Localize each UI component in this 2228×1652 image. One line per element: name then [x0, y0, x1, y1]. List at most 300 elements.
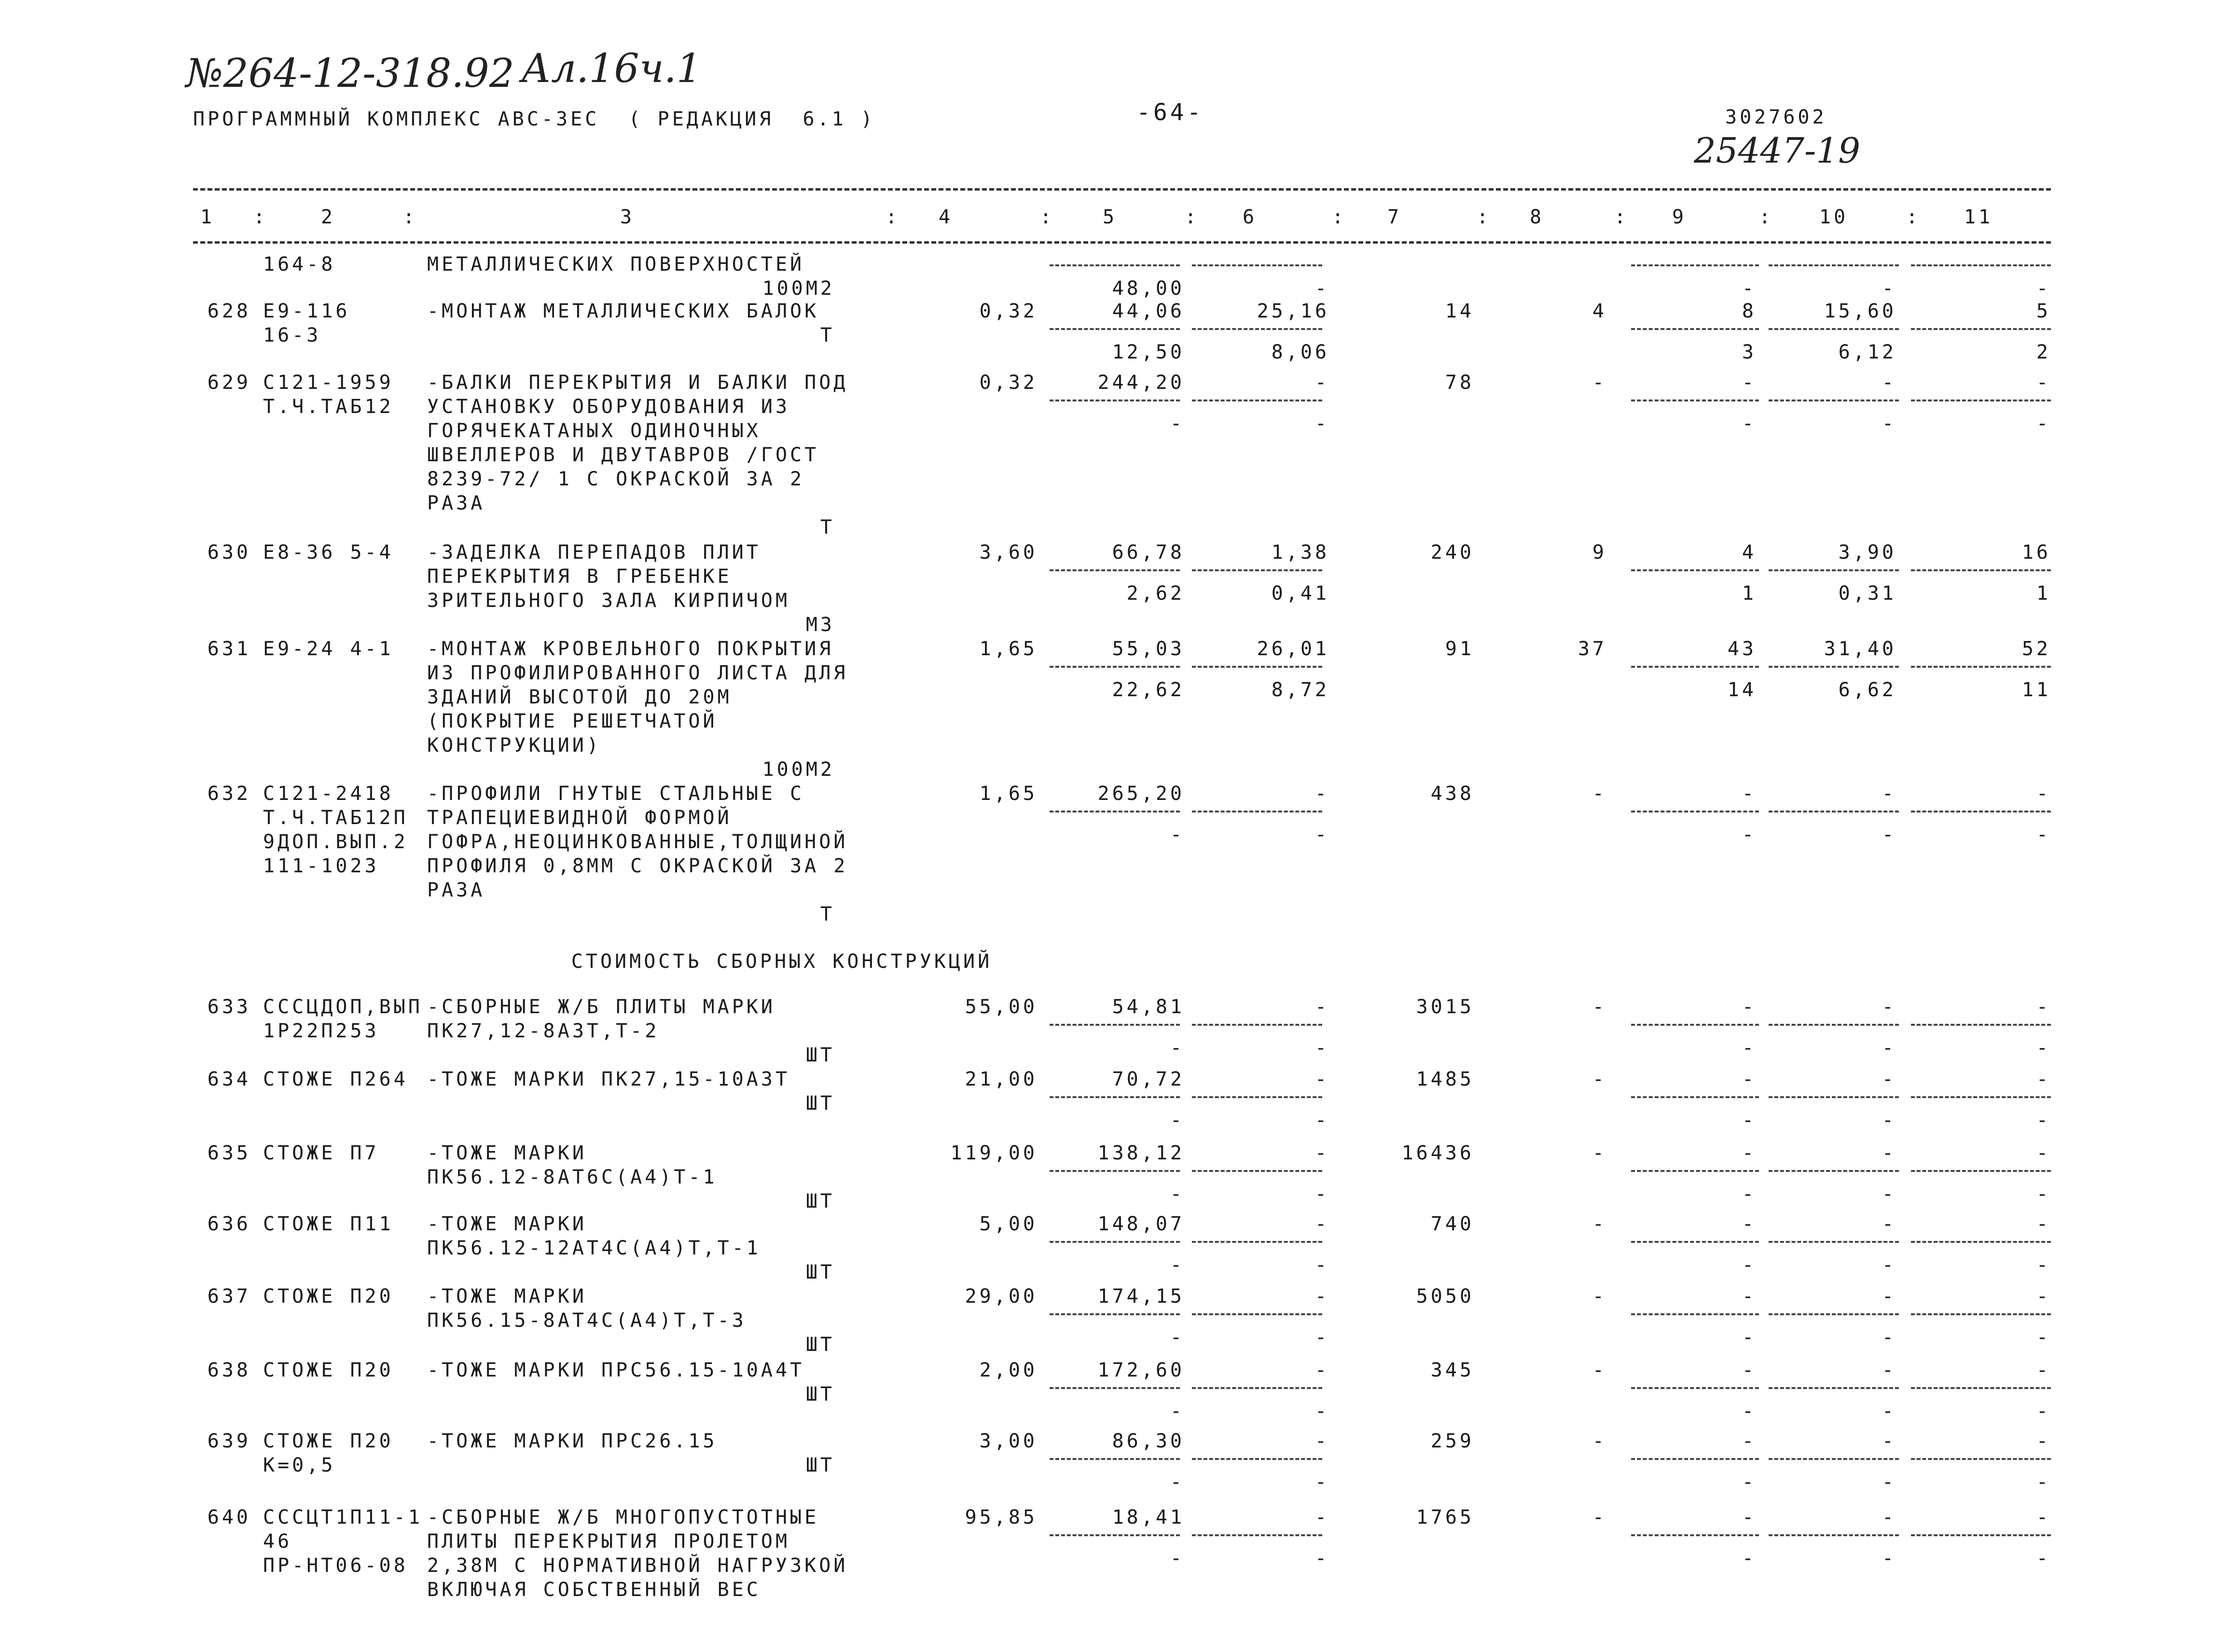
- row-col8: -: [1592, 1359, 1607, 1381]
- row-col11: -: [2036, 996, 2051, 1018]
- row-col5: 18,41: [1112, 1506, 1185, 1528]
- row-col9-sub: -: [1742, 1400, 1757, 1422]
- column-separator: :: [1477, 206, 1492, 228]
- column-header-2: 2: [320, 206, 336, 228]
- row-col9-sub: -: [1742, 1254, 1757, 1276]
- row-col9-sub: -: [1742, 1471, 1757, 1493]
- row-col11-sub: 2: [2036, 341, 2051, 363]
- row-dash-col11: [1911, 569, 2051, 571]
- row-col6: 26,01: [1257, 638, 1329, 660]
- row-col10-sub: -: [1882, 1037, 1896, 1059]
- row-col5-sub: -: [1170, 1471, 1185, 1493]
- row-dash-col5: [1050, 399, 1180, 401]
- row-col6: -: [1315, 1142, 1329, 1164]
- row-col10: -: [1882, 1213, 1896, 1235]
- row-dash-col6: [1192, 1170, 1322, 1172]
- row-col5: 148,07: [1097, 1213, 1185, 1235]
- row-col10: -: [1882, 1142, 1896, 1164]
- row-description: -ТОЖЕ МАРКИ ПРС56.15-10А4Т: [427, 1359, 805, 1381]
- row-col6: -: [1315, 1285, 1329, 1308]
- row-col6-sub: 8,72: [1271, 679, 1329, 701]
- row-dash-col5: [1050, 1096, 1180, 1098]
- row-col6: -: [1315, 1068, 1329, 1090]
- row-col9-sub: -: [1742, 1183, 1757, 1205]
- row-description: ПЛИТЫ ПЕРЕКРЫТИЯ ПРОЛЕТОМ: [427, 1530, 790, 1553]
- row-col11: 16: [2021, 541, 2051, 564]
- row-col11-sub: -: [2036, 277, 2051, 300]
- row-col11-sub: 11: [2021, 679, 2051, 701]
- row-col6-sub: -: [1315, 1037, 1329, 1059]
- row-col9: 8: [1742, 300, 1757, 322]
- row-col5-sub: 12,50: [1112, 341, 1185, 363]
- row-col7: 345: [1430, 1359, 1474, 1381]
- row-code: 111-1023: [263, 855, 379, 877]
- row-quantity: 0,32: [979, 300, 1038, 322]
- row-col11-sub: -: [2036, 1326, 2051, 1349]
- row-col6-sub: -: [1315, 1109, 1329, 1131]
- row-col5: 54,81: [1112, 996, 1185, 1018]
- row-col10-sub: -: [1882, 1547, 1896, 1569]
- row-dash-col10: [1769, 1313, 1899, 1315]
- row-col10: -: [1882, 1068, 1896, 1090]
- row-code: Е8-36 5-4: [263, 541, 394, 564]
- row-description: РАЗА: [427, 492, 485, 514]
- row-code: СТОЖЕ П11: [263, 1213, 394, 1235]
- row-dash-col5: [1050, 328, 1180, 330]
- row-col6-sub: -: [1315, 1400, 1329, 1422]
- row-dash-col9: [1631, 666, 1759, 668]
- row-dash-col9: [1631, 1387, 1759, 1389]
- row-col9: -: [1742, 1213, 1757, 1235]
- row-dash-col9: [1631, 328, 1759, 330]
- row-number: 636: [207, 1213, 251, 1235]
- column-separator: :: [403, 206, 418, 228]
- row-col6-sub: -: [1315, 277, 1329, 300]
- row-col8: -: [1592, 1285, 1607, 1308]
- top-rule: [193, 188, 2051, 191]
- row-description: -СБОРНЫЕ Ж/Б ПЛИТЫ МАРКИ: [427, 996, 775, 1018]
- section-title: СТОИМОСТЬ СБОРНЫХ КОНСТРУКЦИЙ: [571, 950, 993, 973]
- row-description: -СБОРНЫЕ Ж/Б МНОГОПУСТОТНЫЕ: [427, 1506, 819, 1528]
- row-code: СТОЖЕ П20: [263, 1430, 394, 1452]
- row-col5: 174,15: [1097, 1285, 1185, 1308]
- row-col6-sub: -: [1315, 1547, 1329, 1569]
- row-quantity: 5,00: [979, 1213, 1038, 1235]
- row-dash-col11: [1911, 1241, 2051, 1243]
- row-description: УСТАНОВКУ ОБОРУДОВАНИЯ ИЗ: [427, 396, 790, 418]
- row-number: 631: [207, 638, 251, 660]
- row-dash-col6: [1192, 1534, 1322, 1536]
- row-col11: -: [2036, 1142, 2051, 1164]
- column-header-4: 4: [938, 206, 954, 228]
- row-unit: ШТ: [805, 1383, 835, 1405]
- row-dash-col6: [1192, 399, 1322, 401]
- row-col5: 70,72: [1112, 1068, 1185, 1090]
- row-col10: -: [1882, 1359, 1896, 1381]
- row-dash-col11: [1911, 1024, 2051, 1026]
- row-col11-sub: -: [2036, 1037, 2051, 1059]
- row-description: -ПРОФИЛИ ГНУТЫЕ СТАЛЬНЫЕ С: [427, 783, 805, 805]
- row-dash-col11: [1911, 1313, 2051, 1315]
- row-dash-col10: [1769, 264, 1899, 266]
- row-col9: -: [1742, 372, 1757, 394]
- row-description: КОНСТРУКЦИИ): [427, 734, 601, 757]
- row-col8: 4: [1592, 300, 1607, 322]
- row-unit: Т: [820, 903, 835, 925]
- column-header-8: 8: [1529, 206, 1545, 228]
- row-col6-sub: -: [1315, 1254, 1329, 1276]
- row-dash-col10: [1769, 1024, 1899, 1026]
- row-quantity: 55,00: [965, 996, 1038, 1018]
- row-col6: 25,16: [1257, 300, 1329, 322]
- row-col6-sub: -: [1315, 1183, 1329, 1205]
- row-quantity: 2,00: [979, 1359, 1038, 1381]
- handwritten-doc-number: №264-12-318.92: [186, 51, 514, 96]
- row-col11-sub: -: [2036, 1109, 2051, 1131]
- row-col10-sub: -: [1882, 824, 1896, 846]
- row-col9-sub: -: [1742, 277, 1757, 300]
- row-col11-sub: -: [2036, 413, 2051, 435]
- row-col11: -: [2036, 783, 2051, 805]
- page-number: -64-: [1136, 99, 1204, 126]
- row-unit: Т: [820, 516, 835, 538]
- row-code: Е9-24 4-1: [263, 638, 394, 660]
- row-dash-col5: [1050, 1241, 1180, 1243]
- row-col6-sub: 8,06: [1271, 341, 1329, 363]
- row-code: СССЦТ1П11-1: [263, 1506, 423, 1528]
- row-unit: ШТ: [805, 1092, 835, 1115]
- row-code: 46: [263, 1530, 292, 1553]
- row-col11-sub: -: [2036, 1471, 2051, 1493]
- column-separator: :: [1759, 206, 1774, 228]
- row-dash-col10: [1769, 666, 1899, 668]
- row-col7: 14: [1445, 300, 1474, 322]
- column-separator: :: [1332, 206, 1347, 228]
- row-unit: ШТ: [805, 1454, 835, 1476]
- row-description: ПК27,12-8А3Т,Т-2: [427, 1020, 660, 1042]
- row-col6: -: [1315, 996, 1329, 1018]
- column-header-5: 5: [1102, 206, 1118, 228]
- row-dash-col11: [1911, 264, 2051, 266]
- row-dash-col11: [1911, 399, 2051, 401]
- row-description: 2,38М С НОРМАТИВНОЙ НАГРУЗКОЙ: [427, 1555, 848, 1577]
- row-col5: 66,78: [1112, 541, 1185, 564]
- row-col8: -: [1592, 996, 1607, 1018]
- handwritten-album: Ал.16ч.1: [521, 46, 702, 92]
- document-id: 3027602: [1725, 106, 1827, 128]
- row-col8: -: [1592, 1068, 1607, 1090]
- row-col11: -: [2036, 1068, 2051, 1090]
- row-number: 640: [207, 1506, 251, 1528]
- row-col11: 5: [2036, 300, 2051, 322]
- row-dash-col6: [1192, 1313, 1322, 1315]
- row-dash-col5: [1050, 569, 1180, 571]
- row-code: СТОЖЕ П20: [263, 1285, 394, 1308]
- row-col5-sub: -: [1170, 1326, 1185, 1349]
- row-dash-col11: [1911, 1170, 2051, 1172]
- row-dash-col5: [1050, 1387, 1180, 1389]
- row-description: -ТОЖЕ МАРКИ: [427, 1285, 587, 1308]
- row-code: 16-3: [263, 324, 321, 346]
- row-col10: -: [1882, 1506, 1896, 1528]
- row-col6: -: [1315, 783, 1329, 805]
- row-dash-col9: [1631, 1024, 1759, 1026]
- row-dash-col11: [1911, 1458, 2051, 1460]
- row-col6: 1,38: [1271, 541, 1329, 564]
- row-col11-sub: -: [2036, 824, 2051, 846]
- row-col10-sub: -: [1882, 1471, 1896, 1493]
- row-number: 633: [207, 996, 251, 1018]
- row-col10: -: [1882, 372, 1896, 394]
- row-description: ГОРЯЧЕКАТАНЫХ ОДИНОЧНЫХ: [427, 420, 761, 442]
- row-col9: -: [1742, 1506, 1757, 1528]
- column-separator: :: [1185, 206, 1200, 228]
- row-number: 639: [207, 1430, 251, 1452]
- row-description: МЕТАЛЛИЧЕСКИХ ПОВЕРХНОСТЕЙ: [427, 253, 805, 275]
- row-dash-col10: [1769, 1241, 1899, 1243]
- row-col10: 3,90: [1838, 541, 1896, 564]
- row-unit: М3: [805, 614, 835, 636]
- row-col11: -: [2036, 1430, 2051, 1452]
- row-quantity: 95,85: [965, 1506, 1038, 1528]
- row-dash-col5: [1050, 264, 1180, 266]
- row-unit: 100М2: [762, 277, 835, 300]
- row-description: ПК56.12-8АТ6С(А4)Т-1: [427, 1166, 718, 1188]
- row-dash-col9: [1631, 1241, 1759, 1243]
- row-col5-sub: 48,00: [1112, 277, 1185, 300]
- row-description: ЗДАНИЙ ВЫСОТОЙ ДО 20М: [427, 686, 732, 708]
- row-col10-sub: -: [1882, 1326, 1896, 1349]
- row-col6: -: [1315, 1359, 1329, 1381]
- row-dash-col10: [1769, 1096, 1899, 1098]
- row-dash-col9: [1631, 399, 1759, 401]
- row-code: СТОЖЕ П20: [263, 1359, 394, 1381]
- row-col10: 15,60: [1824, 300, 1896, 322]
- row-col5-sub: 22,62: [1112, 679, 1185, 701]
- row-col6: -: [1315, 1213, 1329, 1235]
- row-code: СССЦДОП,ВЫП: [263, 996, 423, 1018]
- row-description: -БАЛКИ ПЕРЕКРЫТИЯ И БАЛКИ ПОД: [427, 372, 848, 394]
- row-col5: 244,20: [1097, 372, 1185, 394]
- row-col9: -: [1742, 1359, 1757, 1381]
- row-col6: -: [1315, 1430, 1329, 1452]
- column-header-1: 1: [200, 206, 215, 228]
- row-dash-col11: [1911, 666, 2051, 668]
- row-col10: 31,40: [1824, 638, 1896, 660]
- row-col5: 138,12: [1097, 1142, 1185, 1164]
- row-code: СТОЖЕ П264: [263, 1068, 408, 1090]
- row-dash-col5: [1050, 1534, 1180, 1536]
- row-dash-col10: [1769, 399, 1899, 401]
- row-dash-col5: [1050, 666, 1180, 668]
- row-description: -ЗАДЕЛКА ПЕРЕПАДОВ ПЛИТ: [427, 541, 761, 564]
- row-dash-col11: [1911, 1096, 2051, 1098]
- row-dash-col6: [1192, 1024, 1322, 1026]
- row-col10-sub: 0,31: [1838, 582, 1896, 605]
- row-dash-col9: [1631, 1313, 1759, 1315]
- row-col8: -: [1592, 1506, 1607, 1528]
- row-description: 8239-72/ 1 С ОКРАСКОЙ ЗА 2: [427, 468, 805, 490]
- row-col5-sub: -: [1170, 1183, 1185, 1205]
- row-col11-sub: -: [2036, 1547, 2051, 1569]
- row-col9: -: [1742, 1285, 1757, 1308]
- column-header-10: 10: [1819, 206, 1849, 228]
- row-dash-col9: [1631, 811, 1759, 812]
- row-description: ПЕРЕКРЫТИЯ В ГРЕБЕНКЕ: [427, 565, 732, 588]
- row-dash-col10: [1769, 1458, 1899, 1460]
- row-col10-sub: -: [1882, 1183, 1896, 1205]
- row-col10-sub: -: [1882, 1109, 1896, 1131]
- row-col5: 265,20: [1097, 783, 1185, 805]
- row-col11: -: [2036, 1213, 2051, 1235]
- row-code: Т.Ч.ТАБ12: [263, 396, 394, 418]
- row-code: Е9-116: [263, 300, 350, 322]
- row-col11: -: [2036, 372, 2051, 394]
- row-dash-col6: [1192, 666, 1322, 668]
- row-col8: -: [1592, 372, 1607, 394]
- row-code: СТОЖЕ П7: [263, 1142, 379, 1164]
- column-separator: :: [253, 206, 268, 228]
- row-code: 1Р22П253: [263, 1020, 379, 1042]
- row-number: 634: [207, 1068, 251, 1090]
- row-dash-col9: [1631, 1170, 1759, 1172]
- row-unit: ШТ: [805, 1190, 835, 1212]
- row-col6-sub: 0,41: [1271, 582, 1329, 605]
- row-col11-sub: 1: [2036, 582, 2051, 605]
- row-dash-col6: [1192, 328, 1322, 330]
- row-description: (ПОКРЫТИЕ РЕШЕТЧАТОЙ: [427, 710, 718, 732]
- row-description: ПК56.12-12АТ4С(А4)Т,Т-1: [427, 1237, 761, 1259]
- row-col7: 91: [1445, 638, 1474, 660]
- row-quantity: 119,00: [950, 1142, 1038, 1164]
- row-col7: 16436: [1401, 1142, 1474, 1164]
- row-col11-sub: -: [2036, 1254, 2051, 1276]
- row-dash-col10: [1769, 1534, 1899, 1536]
- row-col6: -: [1315, 372, 1329, 394]
- row-description: ВКЛЮЧАЯ СОБСТВЕННЫЙ ВЕС: [427, 1579, 761, 1601]
- row-code: 9ДОП.ВЫП.2: [263, 831, 408, 853]
- row-col9-sub: 14: [1727, 679, 1757, 701]
- row-dash-col11: [1911, 811, 2051, 812]
- row-quantity: 1,65: [979, 783, 1038, 805]
- row-dash-col5: [1050, 811, 1180, 812]
- row-number: 638: [207, 1359, 251, 1381]
- row-dash-col6: [1192, 1096, 1322, 1098]
- row-col9: -: [1742, 1430, 1757, 1452]
- row-description: РАЗА: [427, 879, 485, 901]
- row-description: ЗРИТЕЛЬНОГО ЗАЛА КИРПИЧОМ: [427, 590, 790, 612]
- row-number: 628: [207, 300, 251, 322]
- row-col10-sub: -: [1882, 1254, 1896, 1276]
- row-col5: 86,30: [1112, 1430, 1185, 1452]
- row-col5: 55,03: [1112, 638, 1185, 660]
- row-dash-col6: [1192, 264, 1322, 266]
- row-col9: -: [1742, 996, 1757, 1018]
- column-header-3: 3: [620, 206, 635, 228]
- row-dash-col6: [1192, 1241, 1322, 1243]
- row-dash-col6: [1192, 1458, 1322, 1460]
- row-dash-col6: [1192, 811, 1322, 812]
- row-dash-col9: [1631, 1458, 1759, 1460]
- row-col10-sub: 6,62: [1838, 679, 1896, 701]
- row-dash-col10: [1769, 569, 1899, 571]
- row-col8: 9: [1592, 541, 1607, 564]
- row-quantity: 0,32: [979, 372, 1038, 394]
- row-col5-sub: -: [1170, 1547, 1185, 1569]
- row-dash-col5: [1050, 1458, 1180, 1460]
- row-quantity: 3,00: [979, 1430, 1038, 1452]
- header-bottom-rule: [193, 241, 2051, 244]
- row-unit: ШТ: [805, 1044, 835, 1066]
- row-col10-sub: -: [1882, 1400, 1896, 1422]
- row-dash-col5: [1050, 1024, 1180, 1026]
- row-col10: -: [1882, 996, 1896, 1018]
- row-dash-col11: [1911, 328, 2051, 330]
- row-col5-sub: -: [1170, 1400, 1185, 1422]
- row-dash-col11: [1911, 1534, 2051, 1536]
- row-col7: 1485: [1416, 1068, 1474, 1090]
- column-separator: :: [1614, 206, 1629, 228]
- row-col6-sub: -: [1315, 1326, 1329, 1349]
- row-col7: 240: [1430, 541, 1474, 564]
- row-description: -МОНТАЖ МЕТАЛЛИЧЕСКИХ БАЛОК: [427, 300, 819, 322]
- row-description: ПК56.15-8АТ4С(А4)Т,Т-3: [427, 1309, 747, 1332]
- row-description: ШВЕЛЛЕРОВ И ДВУТАВРОВ /ГОСТ: [427, 444, 819, 466]
- row-description: ПРОФИЛЯ 0,8ММ С ОКРАСКОЙ ЗА 2: [427, 855, 848, 877]
- row-col9: -: [1742, 1142, 1757, 1164]
- row-quantity: 1,65: [979, 638, 1038, 660]
- row-description: -ТОЖЕ МАРКИ: [427, 1213, 587, 1235]
- row-dash-col10: [1769, 811, 1899, 812]
- row-dash-col10: [1769, 1170, 1899, 1172]
- row-dash-col6: [1192, 569, 1322, 571]
- row-col5: 44,06: [1112, 300, 1185, 322]
- row-col9: 43: [1727, 638, 1757, 660]
- row-col8: 37: [1578, 638, 1607, 660]
- row-col11-sub: -: [2036, 1183, 2051, 1205]
- row-description: ИЗ ПРОФИЛИРОВАННОГО ЛИСТА ДЛЯ: [427, 662, 848, 684]
- row-dash-col6: [1192, 1387, 1322, 1389]
- row-dash-col10: [1769, 1387, 1899, 1389]
- row-col7: 5050: [1416, 1285, 1474, 1308]
- row-col10: -: [1882, 783, 1896, 805]
- row-unit: Т: [820, 324, 835, 346]
- row-description: -ТОЖЕ МАРКИ ПК27,15-10А3Т: [427, 1068, 790, 1090]
- row-code: К=0,5: [263, 1454, 336, 1476]
- row-code: С121-2418: [263, 783, 394, 805]
- row-description: -МОНТАЖ КРОВЕЛЬНОГО ПОКРЫТИЯ: [427, 638, 834, 660]
- row-col11-sub: -: [2036, 1400, 2051, 1422]
- row-unit: ШТ: [805, 1334, 835, 1356]
- row-dash-col9: [1631, 1534, 1759, 1536]
- row-col7: 438: [1430, 783, 1474, 805]
- row-code: ПР-НТ06-08: [263, 1555, 408, 1577]
- column-separator: :: [1906, 206, 1921, 228]
- row-number: 637: [207, 1285, 251, 1308]
- row-quantity: 21,00: [965, 1068, 1038, 1090]
- row-quantity: 29,00: [965, 1285, 1038, 1308]
- row-col8: -: [1592, 1213, 1607, 1235]
- row-col6-sub: -: [1315, 1471, 1329, 1493]
- row-col5-sub: -: [1170, 824, 1185, 846]
- row-col7: 259: [1430, 1430, 1474, 1452]
- row-number: 629: [207, 372, 251, 394]
- row-col7: 3015: [1416, 996, 1474, 1018]
- row-col6-sub: -: [1315, 413, 1329, 435]
- row-col8: -: [1592, 1142, 1607, 1164]
- row-col9: -: [1742, 1068, 1757, 1090]
- row-dash-col5: [1050, 1313, 1180, 1315]
